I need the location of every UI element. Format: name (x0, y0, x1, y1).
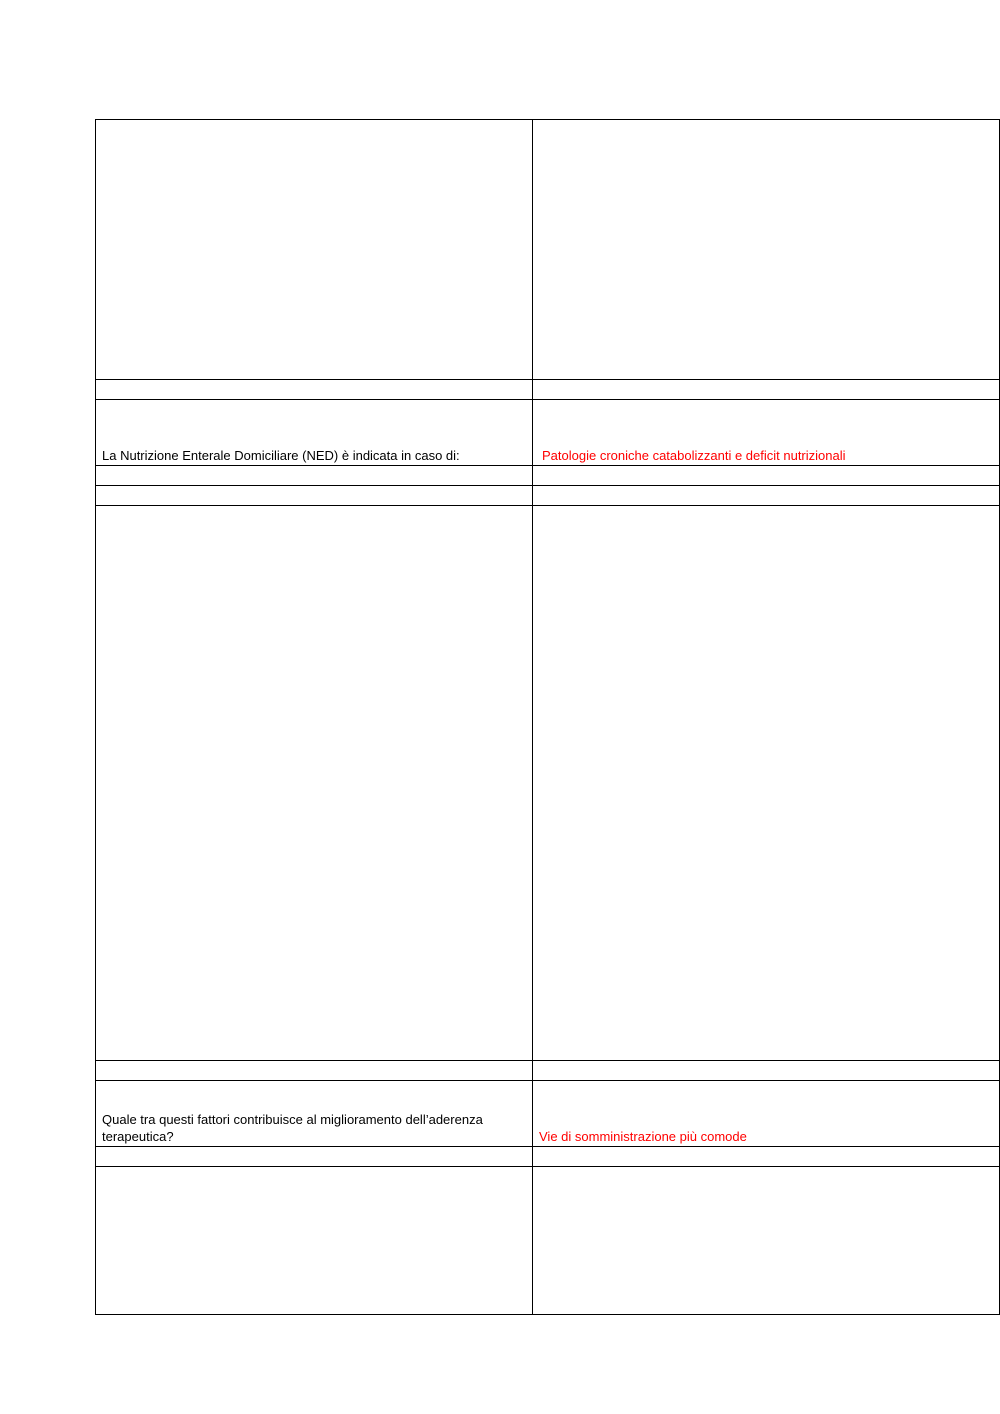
question-cell (96, 486, 533, 506)
table-row (96, 120, 1000, 380)
table-row (96, 506, 1000, 1061)
question-cell (96, 1167, 533, 1315)
question-cell (96, 1147, 533, 1167)
table-row (96, 1081, 1000, 1147)
question-cell (96, 466, 533, 486)
table-row (96, 400, 1000, 466)
table-row (96, 466, 1000, 486)
answer-cell (533, 1147, 1000, 1167)
question-cell (96, 120, 533, 380)
question-cell: Quale tra questi fattori contribuisce al miglioramento dell’aderenza terapeutica? (96, 1081, 533, 1147)
question-cell (96, 506, 533, 1061)
question-cell (96, 1061, 533, 1081)
question-cell: La Nutrizione Enterale Domiciliare (NED) è indicata in caso di: (96, 400, 533, 466)
answer-cell (533, 506, 1000, 1061)
qa-table (95, 119, 1000, 1315)
table-row (96, 380, 1000, 400)
question-cell (96, 380, 533, 400)
answer-cell (533, 1061, 1000, 1081)
answer-cell: Vie di somministrazione più comode (533, 1081, 1000, 1147)
answer-cell (533, 380, 1000, 400)
answer-cell (533, 1167, 1000, 1315)
table-row (96, 1061, 1000, 1081)
answer-cell (533, 120, 1000, 380)
table-row (96, 1147, 1000, 1167)
table-row (96, 1167, 1000, 1315)
answer-cell (533, 466, 1000, 486)
answer-cell (533, 486, 1000, 506)
answer-cell: Patologie croniche catabolizzanti e deficit nutrizionali (533, 400, 1000, 466)
table-row (96, 486, 1000, 506)
